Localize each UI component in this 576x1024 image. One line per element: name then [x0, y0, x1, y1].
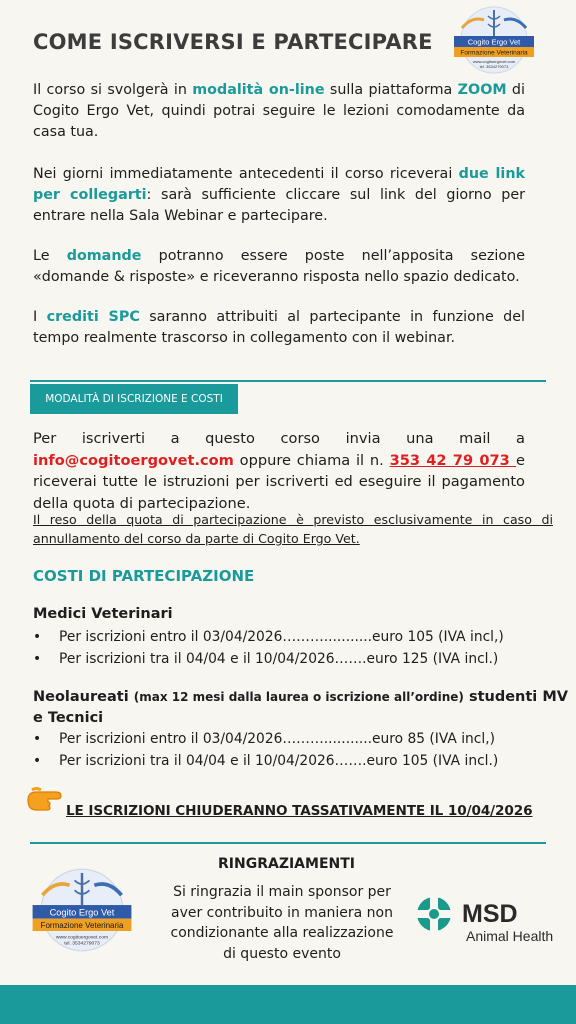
intro-paragraph-credits	[33, 307, 525, 349]
price-row	[33, 751, 553, 771]
footer-band	[0, 985, 576, 1024]
intro-paragraph-links	[33, 164, 525, 227]
price-text: Per iscrizioni entro il 03/04/2026………...........euro 85 (IVA incl,)	[59, 731, 495, 747]
svg-text:Cogito Ergo Vet: Cogito Ergo Vet	[467, 37, 521, 47]
highlight-two-links: due link per collegarti	[33, 166, 526, 203]
svg-text:tel. 3534279073: tel. 3534279073	[479, 64, 509, 69]
text: oppure chiama il n.	[233, 451, 390, 469]
svg-text:Formazione Veterinaria: Formazione Veterinaria	[40, 920, 124, 930]
text: di Cogito Ergo Vet, quindi potrai seguire le lezioni comodamente da casa tua.	[33, 82, 525, 140]
pointing-hand-icon	[26, 786, 64, 814]
svg-text:tel. 3534279073: tel. 3534279073	[64, 941, 100, 947]
msd-mark-icon	[417, 897, 451, 931]
text: Le	[33, 248, 67, 264]
text: e riceverai tutte le istruzioni per iscriverti ed eseguire il pagamento della quota di partecipazione.	[33, 451, 525, 512]
email-link[interactable]: info@cogitoergovet.com	[33, 451, 234, 469]
text: Il corso si svolgerà in	[33, 82, 193, 98]
text: (max 12 mesi dalla laurea o iscrizione all’ordine)	[133, 690, 464, 704]
closing-notice: LE ISCRIZIONI CHIUDERANNO TASSATIVAMENTE IL 10/04/2026	[66, 803, 533, 819]
refund-note: Il reso della quota di partecipazione è previsto esclusivamente in caso di annullamento del corso da parte di Cogito Ergo Vet.	[33, 512, 553, 546]
highlight-zoom: ZOOM	[457, 82, 507, 98]
bullet: •	[33, 753, 42, 769]
text: : sarà sufficiente cliccare sul link del giorno per entrare nella Sala Webinar e partecipare.	[33, 187, 526, 224]
text: Nei giorni immediatamente antecedenti il corso riceverai	[33, 166, 459, 182]
costs-title: COSTI DI PARTECIPAZIONE	[33, 567, 255, 585]
price-text: Per iscrizioni tra il 04/04 e il 10/04/2026…….euro 105 (IVA incl.)	[59, 753, 499, 769]
group-title-graduates-line2: e Tecnici	[33, 710, 104, 726]
thanks-title: RINGRAZIAMENTI	[218, 856, 355, 872]
group-title-graduates	[33, 689, 568, 705]
svg-text:Cogito Ergo Vet: Cogito Ergo Vet	[49, 907, 115, 918]
highlight-credits: crediti SPC	[46, 309, 140, 325]
price-text: Per iscrizioni entro il 03/04/2026………...........euro 105 (IVA incl,)	[59, 629, 504, 645]
msd-subtitle: Animal Health	[466, 928, 554, 944]
section-label-registration: MODALITÀ DI ISCRIZIONE E COSTI	[30, 384, 238, 414]
text: sulla piattaforma	[324, 82, 458, 98]
svg-text:www.cogitoergovet.com: www.cogitoergovet.com	[55, 935, 109, 941]
text: I	[33, 309, 47, 325]
text: studenti MV	[463, 689, 568, 705]
page-title: COME ISCRIVERSI E PARTECIPARE	[33, 30, 433, 54]
bottom-divider	[30, 842, 546, 844]
price-text: Per iscrizioni tra il 04/04 e il 10/04/2026…….euro 125 (IVA incl.)	[59, 651, 499, 667]
section-divider	[30, 380, 546, 382]
thanks-text: Si ringrazia il main sponsor per aver contribuito in maniera non condizionante alla realizzazione di questo evento	[170, 884, 394, 962]
cogito-ergo-vet-logo-bottom	[30, 868, 134, 952]
svg-text:www.cogitoergovet.com: www.cogitoergovet.com	[472, 59, 516, 64]
bullet: •	[33, 629, 42, 645]
price-row	[33, 649, 553, 669]
highlight-online-mode: modalità on-line	[192, 82, 325, 98]
cogito-ergo-vet-logo	[452, 6, 536, 74]
text: potranno essere poste nell’apposita sezione «domande & risposte» e riceveranno risposta nello spazio dedicato.	[33, 248, 525, 285]
group-title-vets: Medici Veterinari	[33, 606, 173, 622]
bullet: •	[33, 731, 42, 747]
highlight-questions: domande	[66, 248, 142, 264]
price-row	[33, 627, 553, 647]
svg-text:Formazione Veterinaria: Formazione Veterinaria	[460, 49, 528, 57]
msd-animal-health-logo	[414, 888, 560, 948]
text: Neolaureati	[33, 689, 134, 705]
registration-paragraph	[33, 428, 525, 514]
text: Per iscriverti a questo corso invia una mail a	[33, 430, 525, 447]
phone-number[interactable]: 353 42 79 073	[389, 451, 517, 469]
intro-paragraph-questions	[33, 246, 525, 288]
bullet: •	[33, 651, 42, 667]
msd-name: MSD	[462, 900, 518, 928]
text: saranno attribuiti al partecipante in funzione del tempo realmente trascorso in collegamento con il webinar.	[33, 309, 525, 346]
price-row	[33, 729, 553, 749]
intro-paragraph-online	[33, 80, 525, 143]
